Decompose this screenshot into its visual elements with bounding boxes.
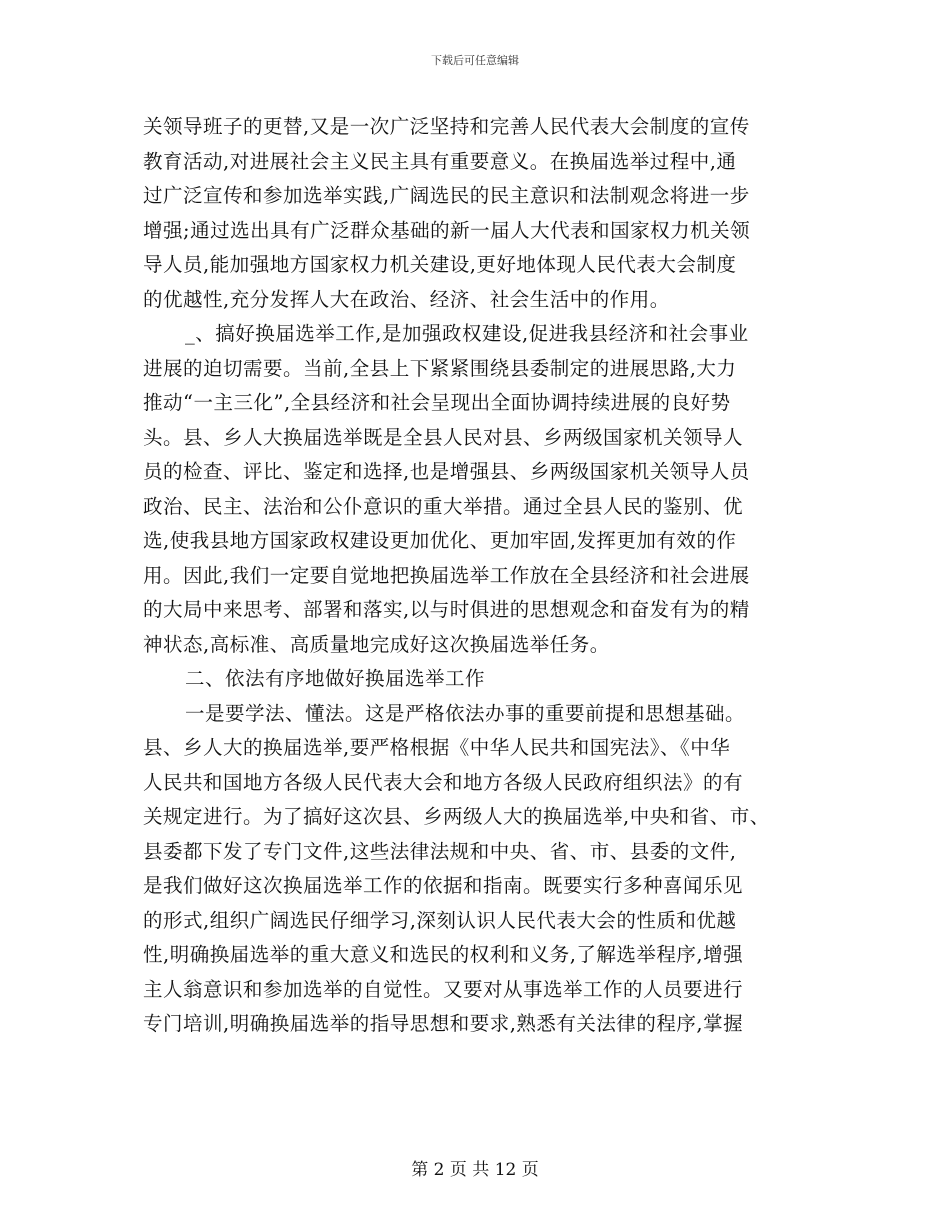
text-line: 县委都下发了专门文件,这些法律法规和中央、省、市、县委的文件, xyxy=(143,839,737,863)
text-line: 推动“一主三化”,全县经济和社会呈现出全面协调持续进展的良好势 xyxy=(143,391,731,414)
text-line: 进展的迫切需要。当前,全县上下紧紧围绕县委制定的进展思路,大力 xyxy=(143,356,737,380)
text-line: 增强;通过选出具有广泛群众基础的新一届人大代表和国家权力机关领 xyxy=(143,218,751,242)
text-line: 教育活动,对进展社会主义民主具有重要意义。在换届选举过程中,通 xyxy=(143,149,737,173)
text-line: 是我们做好这次换届选举工作的依据和指南。既要实行多种喜闻乐见 xyxy=(143,874,744,897)
section-heading: 二、依法有序地做好换届选举工作 xyxy=(185,667,486,690)
text-line: 专门培训,明确换届选举的指导思想和要求,熟悉有关法律的程序,掌握 xyxy=(143,1012,744,1035)
text-line: 员的检查、评比、鉴定和选择,也是增强县、乡两级国家机关领导人员 xyxy=(143,460,750,483)
text-line: 关规定进行。为了搞好这次县、乡两级人大的换届选举,中央和省、市、 xyxy=(143,805,770,828)
text-line: 政治、民主、法治和公仆意识的重大举措。通过全县人民的鉴别、优 xyxy=(143,494,744,518)
document-body xyxy=(143,110,823,1042)
text-line: 的大局中来思考、部署和落实,以与时俱进的思想观念和奋发有为的精 xyxy=(143,598,750,621)
text-line: 关领导班子的更替,又是一次广泛坚持和完善人民代表大会制度的宣传 xyxy=(143,115,750,138)
text-line: 神状态,高标准、高质量地完成好这次换届选举任务。 xyxy=(143,632,610,656)
text-line: 选,使我县地方国家政权建设更加优化、更加牢固,发挥更加有效的作 xyxy=(143,529,737,552)
text-line: 性,明确换届选举的重大意义和选民的权利和义务,了解选举程序,增强 xyxy=(143,943,744,966)
text-line: 过广泛宣传和参加选举实践,广阔选民的民主意识和法制观念将进一步 xyxy=(143,184,750,207)
text-line: 导人员,能加强地方国家权力机关建设,更好地体现人民代表大会制度 xyxy=(143,253,737,276)
text-line: 县、乡人大的换届选举,要严格根据《中华人民共和国宪法》、《中华 xyxy=(143,736,731,759)
paragraph-start-line: 一是要学法、懂法。这是严格依法办事的重要前提和思想基础。 xyxy=(185,701,746,725)
text-line: 主人翁意识和参加选举的自觉性。又要对从事选举工作的人员要进行 xyxy=(143,977,744,1001)
page-header: 下载后可任意编辑 xyxy=(431,54,519,67)
text-line: 人民共和国地方各级人民代表大会和地方各级人民政府组织法》的有 xyxy=(143,770,744,794)
text-line: 头。县、乡人大换届选举既是全县人民对县、乡两级国家机关领导人 xyxy=(143,425,744,449)
page-number-footer: 第 2 页 共 12 页 xyxy=(411,1160,539,1180)
text-line: 的优越性,充分发挥人大在政治、经济、社会生活中的作用。 xyxy=(143,287,670,311)
paragraph-start-line: _、搞好换届选举工作,是加强政权建设,促进我县经济和社会事业 xyxy=(185,322,749,345)
text-line: 用。因此,我们一定要自觉地把换届选举工作放在全县经济和社会进展 xyxy=(143,563,750,587)
text-line: 的形式,组织广阔选民仔细学习,深刻认识人民代表大会的性质和优越 xyxy=(143,908,737,932)
